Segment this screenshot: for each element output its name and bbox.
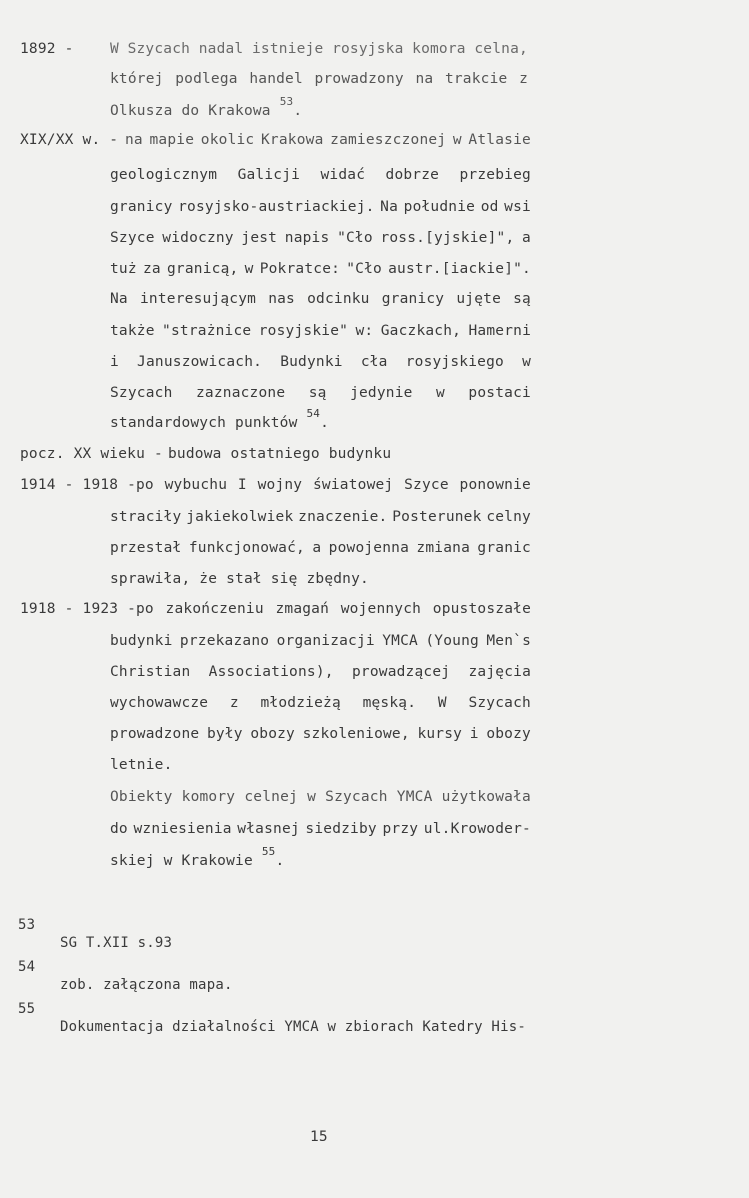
- word: wojennych: [340, 601, 422, 617]
- entry-line: [110, 663, 531, 681]
- word: w: [307, 789, 317, 805]
- entry-label-xix-xx: XIX/XX w. -: [20, 132, 119, 148]
- word: ponownie: [459, 477, 531, 493]
- word: w: [244, 261, 254, 277]
- word: Galicji: [237, 167, 301, 183]
- word: od: [480, 199, 499, 215]
- footnote-number: 54: [18, 959, 36, 975]
- word: Associations),: [208, 664, 334, 680]
- word: a: [522, 230, 531, 246]
- word: w:: [355, 323, 374, 339]
- entry-line-text: standardowych punktów: [110, 415, 298, 431]
- word: z: [519, 71, 528, 87]
- line-tail: .: [275, 853, 285, 869]
- entry-line: [110, 70, 528, 88]
- word: trakcie: [444, 71, 508, 87]
- word: do: [110, 821, 128, 837]
- word: zamieszczonej: [330, 132, 447, 148]
- entry-line-with-note: [110, 845, 285, 871]
- word: Szycach: [110, 385, 173, 401]
- entry-line: [136, 600, 531, 618]
- entry-line: [110, 290, 531, 308]
- entry-line-text: skiej w Krakowie: [110, 853, 253, 869]
- word: wojny: [257, 477, 303, 493]
- word: ross.[yjskie]",: [380, 230, 515, 246]
- word: po: [136, 477, 154, 493]
- word: "Cło: [337, 230, 373, 246]
- word: wsi: [504, 199, 531, 215]
- word: "Cło: [346, 261, 382, 277]
- word: wybuchu: [164, 477, 228, 493]
- word: wychowawcze: [110, 695, 209, 711]
- word: organizacji: [276, 633, 375, 649]
- word: celna,: [474, 41, 528, 57]
- word: I: [237, 477, 247, 493]
- word: interesującym: [139, 291, 257, 307]
- word: jedynie: [350, 385, 413, 401]
- word: prowadzone: [110, 726, 200, 742]
- word: i: [469, 726, 479, 742]
- word: prowadzącej: [351, 664, 451, 680]
- word: męską.: [362, 695, 417, 711]
- word: przy: [382, 821, 419, 837]
- word: Gaczkach,: [380, 323, 462, 339]
- word: tuż: [110, 261, 137, 277]
- word: i: [110, 354, 119, 370]
- entry-line-with-note: [110, 407, 330, 433]
- word: jakiekolwiek: [186, 509, 294, 525]
- word: przekazano: [179, 633, 270, 649]
- word: W: [437, 695, 447, 711]
- word: komora: [412, 41, 466, 57]
- word: Obiekty: [110, 789, 173, 805]
- word: cła: [360, 354, 388, 370]
- word: napis: [284, 230, 330, 246]
- word: granicy: [381, 291, 445, 307]
- word: zaznaczone: [195, 385, 286, 401]
- word: zajęcia: [468, 664, 531, 680]
- entry-line: budowa ostatniego budynku: [168, 446, 392, 462]
- word: istnieje: [251, 41, 324, 57]
- word: W: [110, 41, 119, 57]
- entry-line: [110, 632, 531, 650]
- word: "strażnice: [162, 323, 252, 339]
- entry-line: [110, 198, 531, 216]
- entry-label-1918-1923: 1918 - 1923 -: [20, 601, 137, 617]
- word: Pokratce:: [259, 261, 341, 277]
- word: powojenna: [328, 540, 410, 556]
- entry-line: [110, 508, 531, 526]
- word: granic: [477, 540, 531, 556]
- word: której: [110, 71, 164, 87]
- word: rosyjskiego: [405, 354, 504, 370]
- word: granicy: [110, 199, 173, 215]
- word: młodzieżą: [260, 695, 341, 711]
- entry-line: [110, 725, 531, 743]
- word: Hamerni: [468, 323, 531, 339]
- word: Budynki: [280, 354, 343, 370]
- word: handel: [249, 71, 303, 87]
- word: przebieg: [459, 167, 531, 183]
- word: na: [125, 132, 143, 148]
- word: obozy: [486, 726, 531, 742]
- word: także: [110, 323, 155, 339]
- footnote-ref: 55: [261, 845, 276, 858]
- footnote-ref: 54: [306, 407, 321, 420]
- word: zmiana: [416, 540, 471, 556]
- word: światowej: [312, 477, 394, 493]
- entry-line: [110, 694, 531, 712]
- word: własnej: [237, 821, 300, 837]
- word: są: [513, 291, 531, 307]
- word: w: [522, 354, 531, 370]
- word: widoczny: [162, 230, 234, 246]
- word: Szycach: [127, 41, 191, 57]
- entry-line: [110, 40, 528, 58]
- word: obozy: [250, 726, 295, 742]
- word: ujęte: [456, 291, 501, 307]
- entry-label-1914-1918: 1914 - 1918 -: [20, 477, 137, 493]
- word: znaczenie.: [298, 509, 388, 525]
- word: były: [206, 726, 243, 742]
- word: a: [312, 540, 322, 556]
- word: austr.[iackie]".: [388, 261, 531, 277]
- word: komory: [181, 789, 236, 805]
- word: mapie: [149, 132, 195, 148]
- entry-line: [110, 384, 531, 402]
- word: Christian: [110, 664, 191, 680]
- word: za: [142, 261, 161, 277]
- word: są: [308, 385, 327, 401]
- word: (Young: [425, 633, 479, 649]
- word: na: [415, 71, 434, 87]
- word: po: [136, 601, 154, 617]
- footnote-ref: 53: [279, 95, 294, 108]
- word: Szycach: [468, 695, 531, 711]
- footnote-text: zob. załączona mapa.: [60, 977, 233, 993]
- word: opustoszałe: [432, 601, 531, 617]
- word: jest: [241, 230, 278, 246]
- word: odcinku: [307, 291, 370, 307]
- entry-line: [136, 476, 531, 494]
- word: postaci: [468, 385, 531, 401]
- word: siedziby: [305, 821, 377, 837]
- word: zakończeniu: [165, 601, 264, 617]
- page-number: 15: [310, 1129, 328, 1145]
- entry-line: [110, 820, 531, 838]
- word: straciły: [110, 509, 182, 525]
- entry-line-with-note: [110, 95, 303, 121]
- entry-line: [110, 788, 531, 806]
- footnote-text: Dokumentacja działalności YMCA w zbiorach Katedry His-: [60, 1019, 526, 1035]
- word: celny: [486, 509, 531, 525]
- word: Na: [110, 291, 128, 307]
- word: Men`s: [486, 633, 531, 649]
- word: Posterunek: [392, 509, 482, 525]
- word: celnej: [244, 789, 298, 805]
- word: użytkowała: [441, 789, 531, 805]
- word: szkoleniowe,: [302, 726, 410, 742]
- word: nadal: [198, 41, 244, 57]
- word: w: [452, 132, 462, 148]
- line-tail: .: [293, 103, 303, 119]
- footnote-text: SG T.XII s.93: [60, 935, 173, 951]
- entry-line: [125, 131, 531, 149]
- word: YMCA: [382, 633, 418, 649]
- word: w: [436, 385, 445, 401]
- word: południe: [403, 199, 476, 215]
- word: ul.Krowoder-: [423, 821, 531, 837]
- word: rosyjsko-austriackiej.: [178, 199, 375, 215]
- entry-label-1892: 1892 -: [20, 41, 74, 57]
- word: Januszowicach.: [137, 354, 263, 370]
- word: Atlasie: [468, 132, 531, 148]
- word: dobrze: [385, 167, 440, 183]
- word: geologicznym: [110, 167, 218, 183]
- line-tail: .: [320, 415, 330, 431]
- entry-line: [110, 322, 531, 340]
- entry-line: [110, 353, 531, 371]
- word: rosyjskie": [258, 323, 349, 339]
- word: okolic: [200, 132, 255, 148]
- word: YMCA: [396, 789, 433, 805]
- footnote-number: 55: [18, 1001, 36, 1017]
- word: Szyce: [404, 477, 449, 493]
- word: Szyce: [110, 230, 155, 246]
- entry-line: [110, 229, 531, 247]
- entry-line: letnie.: [110, 757, 173, 773]
- word: podlega: [175, 71, 238, 87]
- entry-line: [110, 260, 531, 278]
- word: widać: [320, 167, 366, 183]
- word: rosyjska: [332, 41, 404, 57]
- word: nas: [268, 291, 295, 307]
- word: granicą,: [166, 261, 239, 277]
- word: kursy: [417, 726, 463, 742]
- word: budynki: [110, 633, 173, 649]
- word: z: [229, 695, 239, 711]
- word: zmagań: [275, 601, 330, 617]
- footnote-number: 53: [18, 917, 36, 933]
- entry-line: sprawiła, że stał się zbędny.: [110, 571, 369, 587]
- word: Szycach: [325, 789, 388, 805]
- word: Na: [380, 199, 399, 215]
- word: Krakowa: [261, 132, 324, 148]
- entry-line-text: Olkusza do Krakowa: [110, 103, 271, 119]
- word: funkcjonować,: [188, 540, 305, 556]
- entry-line: [110, 539, 531, 557]
- word: prowadzony: [314, 71, 404, 87]
- word: przestał: [110, 540, 182, 556]
- entry-line: [110, 166, 531, 184]
- word: wzniesienia: [133, 821, 232, 837]
- entry-label-pocz-xx: pocz. XX wieku -: [20, 446, 163, 462]
